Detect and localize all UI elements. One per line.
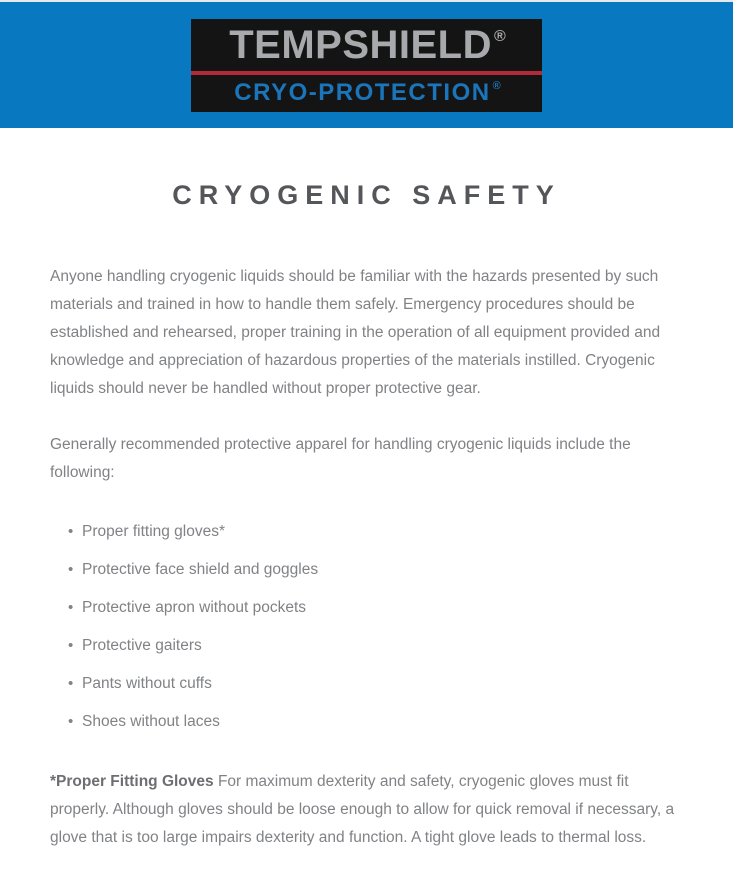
registered-trademark-symbol: ® xyxy=(492,80,501,92)
list-item-pants: • Pants without cuffs xyxy=(68,673,683,694)
footnote-bold-lead: *Proper Fitting Gloves xyxy=(50,773,214,790)
header-band xyxy=(0,0,733,128)
list-item-gloves: • Proper fitting gloves* xyxy=(68,521,683,542)
content xyxy=(0,263,733,876)
logo-name-row xyxy=(191,19,542,71)
logo-tagline-text: CRYO-PROTECTION xyxy=(234,79,491,106)
list-item-shoes: • Shoes without laces xyxy=(68,711,683,732)
footnote-body-text: For maximum dexterity and safety, cryogenic gloves must fit properly. Although gloves should be loose enough to allow for quick removal if necessary, a glove that is too large impairs dexterity and function. A tight glove leads to thermal loss. xyxy=(50,773,675,846)
tempshield-logo[interactable] xyxy=(191,19,542,112)
registered-trademark-symbol: ® xyxy=(494,27,506,45)
apparel-intro-paragraph: Generally recommended protective apparel for handling cryogenic liquids include the following: xyxy=(50,436,631,481)
list-item-face-shield: • Protective face shield and goggles xyxy=(68,559,683,580)
list-item-apron: • Protective apron without pockets xyxy=(68,597,683,618)
list-item-gaiters: • Protective gaiters xyxy=(68,635,683,656)
page-title: CRYOGENIC SAFETY xyxy=(172,180,561,210)
footnote-paragraph xyxy=(50,768,683,852)
intro-paragraph: Anyone handling cryogenic liquids should be familiar with the hazards presented by such materials and trained in how to handle them safely. Emergency procedures should be established and rehearsed, proper training in the operation of all equipment provided and knowledge and appreciation of hazardous properties of the materials instilled. Cryogenic liquids should never be handled without proper protective gear. xyxy=(50,268,661,397)
logo-name-text: TEMPSHIELD xyxy=(229,22,492,67)
logo-tagline-row xyxy=(191,75,542,112)
apparel-list xyxy=(50,521,683,732)
